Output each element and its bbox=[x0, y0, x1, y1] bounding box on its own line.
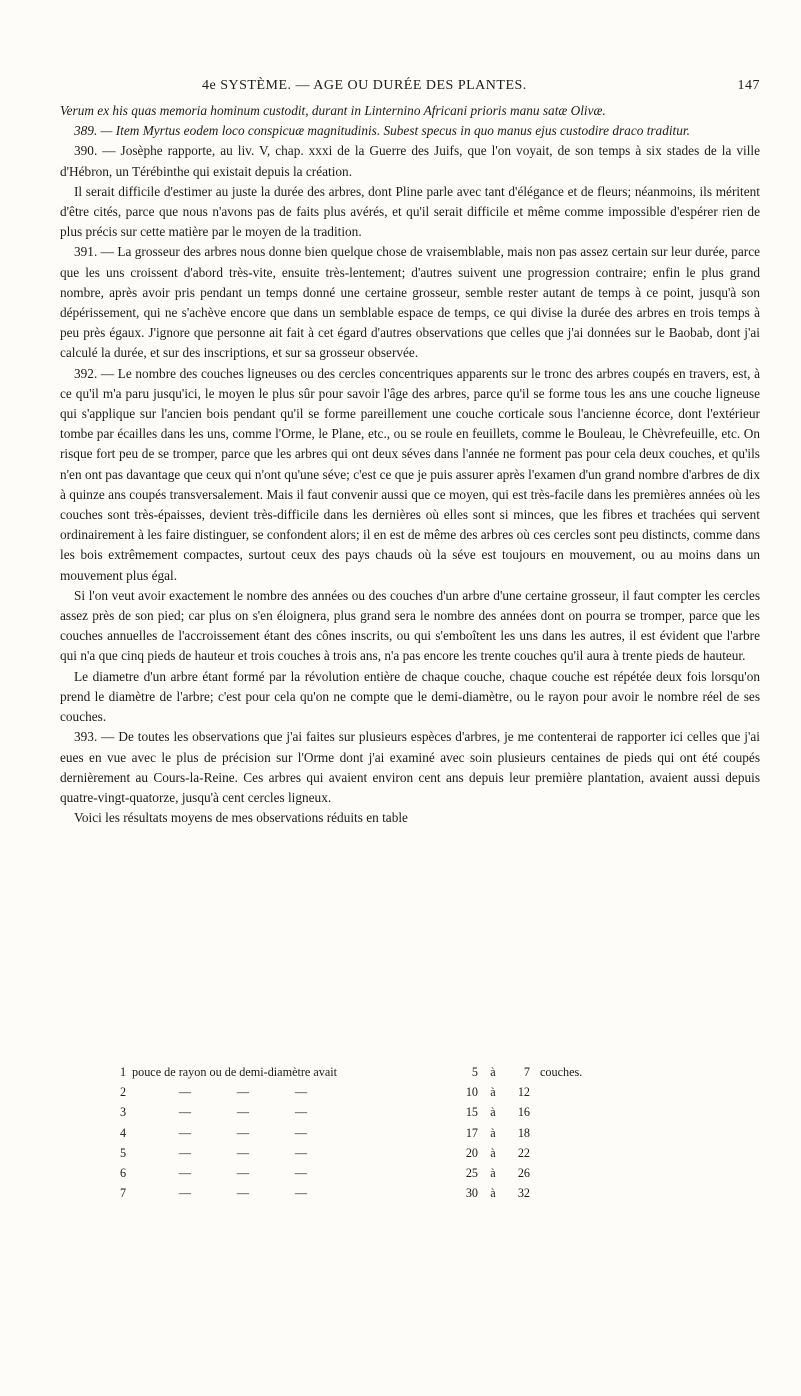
row-description: pouce de rayon ou de demi-diamètre avait bbox=[132, 1065, 338, 1079]
row-number: 4 bbox=[120, 1125, 127, 1140]
range-start: 5 bbox=[471, 1065, 478, 1079]
range-end: 32 bbox=[517, 1186, 530, 1201]
paragraph: Le diametre d'un arbre étant formé par la révolution entière de chaque couche, chaque couche est répétée deux fois lorsqu'on prend le diamètre de l'arbre; c'est pour cela qu'on ne compte que le demi-diamètre, ou le rayon pour avoir le nombre réel de ses couches. bbox=[60, 668, 760, 725]
body-text bbox=[60, 101, 760, 828]
unit-label: couches. bbox=[540, 1065, 583, 1079]
paragraph: Verum ex his quas memoria hominum custodit, durant in Linternino Africani prioris manu satæ Olivæ. bbox=[60, 103, 606, 118]
ditto-dashes: — — — bbox=[178, 1105, 308, 1120]
range-start: 30 bbox=[465, 1186, 478, 1201]
range-end: 26 bbox=[517, 1166, 530, 1181]
page-number: 147 bbox=[737, 78, 760, 93]
range-end: 7 bbox=[523, 1065, 530, 1079]
range-sep: à bbox=[490, 1145, 496, 1160]
ditto-dashes: — — — bbox=[178, 1145, 308, 1160]
paragraph: Il serait difficile d'estimer au juste la durée des arbres, dont Pline parle avec tant d'élégance et de fleurs; néanmoins, ils méritent d'être cités, parce que nous n'avons pas de faits plus avérés, et qu'il serait difficile et même comme impossible d'espérer rien de plus précis sur cette matière par le moyen de la tradition. bbox=[60, 183, 760, 240]
paragraph: 393. — De toutes les observations que j'ai faites sur plusieurs espèces d'arbres, je me contenterai de rapporter ici celles que j'ai eues en vue avec le plus de précision sur l'Orme dont j'ai examiné avec soin plusieurs centaines de pieds qui ont été coupés dernièrement au Cours-la-Reine. Ces arbres qui avaient environ cent ans depuis leur première plantation, avaient aussi depuis quatre-vingt-quatorze, jusqu'à cent cercles ligneux. bbox=[60, 729, 760, 805]
table-row bbox=[120, 1102, 582, 1122]
range-start: 15 bbox=[465, 1105, 478, 1120]
row-number: 1 bbox=[120, 1065, 127, 1079]
range-start: 25 bbox=[465, 1166, 478, 1181]
table-row bbox=[120, 1143, 582, 1163]
row-number: 7 bbox=[120, 1186, 127, 1201]
range-end: 16 bbox=[517, 1105, 530, 1120]
ditto-dashes: — — — bbox=[178, 1186, 308, 1201]
range-sep: à bbox=[490, 1065, 496, 1079]
paragraph: Si l'on veut avoir exactement le nombre des années ou des couches d'un arbre d'une certaine grosseur, il faut compter les cercles assez près de son pied; car plus on s'en éloignera, plus grand sera le nombre des années dont on pourra se tromper, parce que les couches annuelles de l'accroissement étant des cônes inscrits, ou qui s'emboîtent les uns dans les autres, il est évident que l'arbre qui n'a que cinq pieds de hauteur et trois couches à trois ans, n'a pas encore les trente couches qu'il aura à trente pieds de hauteur. bbox=[60, 587, 760, 664]
ditto-dashes: — — — bbox=[178, 1085, 308, 1100]
range-sep: à bbox=[490, 1125, 496, 1140]
rings-table bbox=[120, 1062, 582, 1203]
ditto-dashes: — — — bbox=[178, 1166, 308, 1181]
running-title: 4e SYSTÈME. — AGE OU DURÉE DES PLANTES. bbox=[202, 78, 527, 93]
range-sep: à bbox=[490, 1186, 496, 1201]
table-row bbox=[120, 1163, 582, 1183]
paragraph: 392. — Le nombre des couches ligneuses ou des cercles concentriques apparents sur le tronc des arbres coupés en travers, est, à ce qu'il m'a paru jusqu'ici, le moyen le plus sûr pour savoir l'âge des arbres, parce qu'il se forme tous les ans une couche ligneuse qui s'applique sur l'ancien bois pendant qu'il se forme pareillement une couche corticale sous l'ancienne écorce, dont l'extérieur tombe par écailles dans les uns, comme l'Orme, le Plane, etc., ou se roule en feuillets, comme le Bouleau, le Chèvrefeuille, etc. On risque fort peu de se tromper, parce que les arbres qui ont deux séves dans l'année ne forment pas pour cela deux couches, et qu'ils n'en ont pas davantage que ceux qui n'ont qu'une séve; c'est ce que je puis assurer après l'examen d'un grand nombre d'arbres de dix à quinze ans coupés transversalement. Mais il faut convenir aussi que ce moyen, qui est très-facile dans les premières années où les couches sont très-épaisses, devient très-difficile dans les dernières où elles sont si minces, que les fibres et trachées qui servent ordinairement à les faire distinguer, se confondent alors; il en est de même des arbres où ces cercles sont peu distincts, comme dans les bois extrêmement compactes, surtout ceux des pays chauds où la séve est toujours en mouvement, ou au moins dans un mouvement plus égal. bbox=[60, 365, 760, 583]
table-row bbox=[120, 1183, 582, 1203]
range-start: 17 bbox=[465, 1125, 478, 1140]
range-end: 18 bbox=[517, 1125, 530, 1140]
range-sep: à bbox=[490, 1085, 496, 1100]
paragraph: 391. — La grosseur des arbres nous donne bien quelque chose de vraisemblable, mais non pas assez certain sur leur durée, parce que les uns croissent d'abord très-vite, ensuite très-lentement; d'autres suivent une progression contraire; enfin le plus grand nombre, après avoir pris pendant un temps donné une certaine grosseur, semble rester autant de temps à ce point, jusqu'à son dépérissement, qui ne s'achève encore que dans un semblable espace de temps, ce qui divise la durée des arbres en trois temps à peu près égaux. J'ignore que personne ait fait à cet égard d'autres observations que celles que j'ai données sur le Baobab, dont j'ai calculé la durée, et sur des inscriptions, et sur sa grosseur observée. bbox=[60, 244, 760, 361]
row-number: 3 bbox=[120, 1105, 127, 1120]
paragraph: 390. — Josèphe rapporte, au liv. V, chap. xxxi de la Guerre des Juifs, que l'on voyait, de son temps à six stades de la ville d'Hébron, un Térébinthe qui existait depuis la création. bbox=[60, 143, 760, 179]
range-start: 20 bbox=[465, 1145, 478, 1160]
row-number: 5 bbox=[120, 1145, 127, 1160]
paragraph: Voici les résultats moyens de mes observations réduits en table bbox=[74, 810, 408, 826]
table-row bbox=[120, 1123, 582, 1143]
table-row bbox=[120, 1062, 582, 1082]
row-number: 2 bbox=[120, 1085, 127, 1100]
range-end: 22 bbox=[517, 1145, 530, 1160]
range-start: 10 bbox=[465, 1085, 478, 1100]
table-row bbox=[120, 1082, 582, 1102]
row-number: 6 bbox=[120, 1166, 127, 1181]
range-sep: à bbox=[490, 1166, 496, 1181]
range-sep: à bbox=[490, 1105, 496, 1120]
ditto-dashes: — — — bbox=[178, 1125, 308, 1140]
range-end: 12 bbox=[517, 1085, 530, 1100]
paragraph: 389. — Item Myrtus eodem loco conspicuæ magnitudinis. Subest specus in quo manus ejus custodire draco traditur. bbox=[74, 123, 690, 139]
